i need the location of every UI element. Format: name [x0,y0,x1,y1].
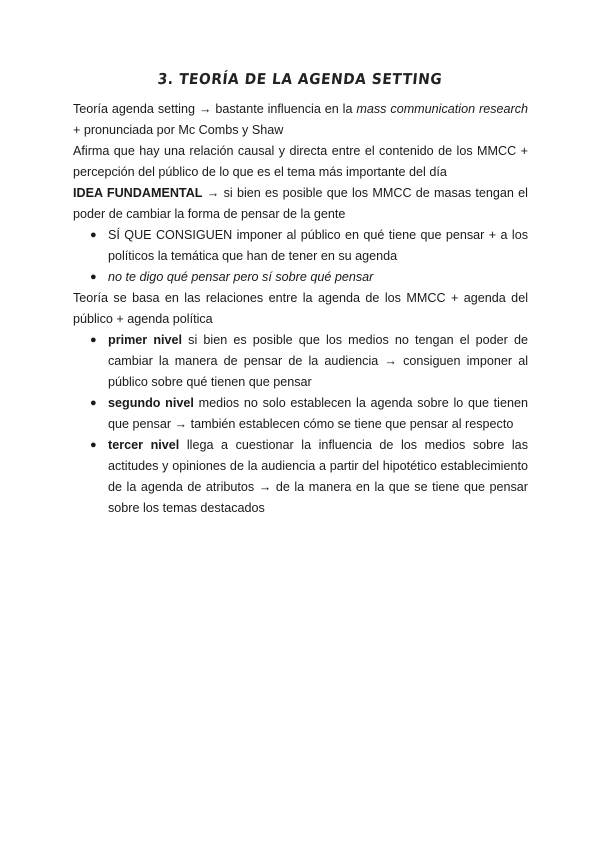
paragraph-text: → si bien es posible que los MMCC de masas tengan el poder de cambiar la forma de pensar de la gente [73,186,528,221]
bullet-list-levels [73,330,528,519]
paragraph-causal-relation: Afirma que hay una relación causal y directa entre el contenido de los MMCC + percepción del público de lo que es el tema más importante del día [73,144,528,179]
list-item [73,435,528,519]
bullet-icon: ● [90,334,97,346]
bullet-icon: ● [90,439,97,451]
list-item [73,393,528,435]
list-item-text: no te digo qué pensar pero sí sobre qué pensar [108,270,374,284]
document-body [73,99,528,519]
paragraph-agenda-setting [73,99,528,141]
bullet-list-idea [73,225,528,288]
list-item [73,225,528,267]
level-label: tercer nivel [108,438,180,452]
list-item-text: llega a cuestionar la influencia de los medios sobre las actitudes y opiniones de la audiencia a partir del hipotético establecimiento de la agenda de atributos → de la manera en la que se tiene que pensar sobre los temas destacados [108,438,528,515]
paragraph-idea-fundamental [73,183,528,225]
list-item-text: SÍ QUE CONSIGUEN imponer al público en qué tiene que pensar + a los políticos la temática que han de tener en su agenda [108,228,528,263]
section-title: 3. TEORÍA DE LA AGENDA SETTING [156,70,444,88]
paragraph-theory-basis: Teoría se basa en las relaciones entre la agenda de los MMCC + agenda del público + agenda política [73,291,528,326]
bullet-icon: ● [90,397,97,409]
paragraph-text: + pronunciada por Mc Combs y Shaw [73,123,284,137]
bullet-icon: ● [90,271,97,283]
level-label: primer nivel [108,333,183,347]
list-item-text: medios no solo establecen la agenda sobre lo que tienen que pensar → también establecen cómo se tiene que pensar al respecto [108,396,528,431]
paragraph-text: Teoría agenda setting → bastante influencia en la [73,102,357,116]
level-label: segundo nivel [108,396,194,410]
bold-heading: IDEA FUNDAMENTAL [73,186,203,200]
list-item-text: si bien es posible que los medios no tengan el poder de cambiar la manera de pensar de la audiencia → consiguen imponer al público sobre qué tienen que pensar [108,333,528,389]
list-item [73,330,528,393]
list-item [73,267,528,288]
bullet-icon: ● [90,229,97,241]
italic-term: mass communication research [356,102,529,116]
